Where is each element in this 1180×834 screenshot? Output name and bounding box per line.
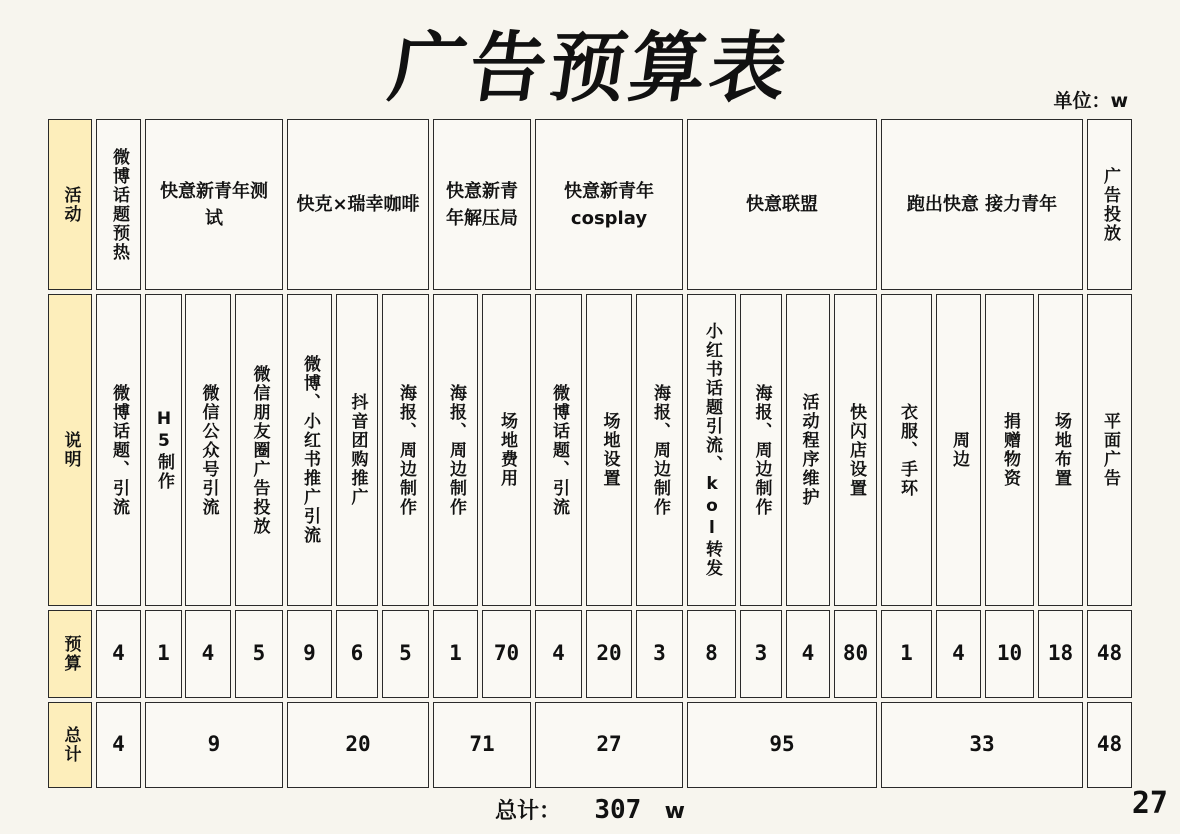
description-cell-text: 小红书话题引流、kol转发 bbox=[701, 322, 722, 578]
grand-total-label: 总计： bbox=[495, 799, 562, 824]
description-cell bbox=[235, 294, 283, 606]
row-label-budget bbox=[48, 610, 92, 698]
description-cell-text: 海报、周边制作 bbox=[445, 383, 466, 517]
budget-cell-text: 1 bbox=[449, 641, 462, 666]
budget-cell bbox=[985, 610, 1034, 698]
description-cell-text: 微博、小红书推广引流 bbox=[299, 355, 320, 545]
budget-cell-text: 8 bbox=[705, 641, 718, 666]
description-cell bbox=[433, 294, 478, 606]
budget-cell bbox=[1038, 610, 1083, 698]
description-cell-text: 海报、周边制作 bbox=[395, 383, 416, 517]
description-cell-text: 周边 bbox=[948, 431, 969, 469]
row-label-activity bbox=[48, 119, 92, 290]
grand-total-unit: w bbox=[664, 799, 685, 824]
row-label-activity-text: 活动 bbox=[60, 185, 81, 224]
budget-cell-text: 1 bbox=[157, 641, 170, 666]
budget-cell bbox=[1087, 610, 1132, 698]
budget-cell-text: 18 bbox=[1047, 641, 1074, 666]
row-label-total-text: 总计 bbox=[60, 726, 81, 764]
budget-cell-text: 4 bbox=[801, 641, 815, 666]
total-cell-text: 48 bbox=[1096, 732, 1123, 757]
total-cell bbox=[687, 702, 877, 788]
activity-header-text: 广告投放 bbox=[1099, 166, 1120, 243]
budget-cell bbox=[145, 610, 182, 698]
total-cell bbox=[881, 702, 1083, 788]
total-cell-text: 95 bbox=[769, 732, 795, 757]
description-cell-text: 抖音团购推广 bbox=[347, 393, 368, 507]
description-cell-text: 平面广告 bbox=[1099, 412, 1120, 488]
description-cell bbox=[881, 294, 932, 606]
activity-header-text: 跑出快意 接力青年 bbox=[906, 194, 1058, 215]
grand-total-value: 307 bbox=[594, 795, 642, 825]
total-cell-text: 9 bbox=[207, 732, 221, 757]
row-label-description bbox=[48, 294, 92, 606]
budget-cell bbox=[185, 610, 231, 698]
description-cell-text: 微博话题、引流 bbox=[108, 383, 129, 517]
description-cell bbox=[636, 294, 683, 606]
budget-cell-text: 9 bbox=[303, 641, 316, 666]
budget-cell bbox=[834, 610, 877, 698]
total-cell-text: 33 bbox=[969, 732, 995, 757]
description-cell bbox=[287, 294, 332, 606]
activity-header bbox=[1087, 119, 1132, 290]
activity-header-text: 快意新青年解压局 bbox=[446, 180, 518, 229]
description-cell bbox=[985, 294, 1034, 606]
description-cell bbox=[586, 294, 632, 606]
description-cell-text: 场地布置 bbox=[1050, 412, 1071, 488]
budget-cell-text: 80 bbox=[842, 641, 869, 666]
row-label-total bbox=[48, 702, 92, 788]
budget-cell bbox=[287, 610, 332, 698]
activity-header-text: 快意新青年cosplay bbox=[564, 180, 654, 229]
activity-header bbox=[535, 119, 683, 290]
budget-cell bbox=[881, 610, 932, 698]
description-cell bbox=[382, 294, 429, 606]
budget-cell-text: 4 bbox=[552, 641, 565, 666]
description-cell-text: H5制作 bbox=[153, 409, 174, 491]
budget-cell bbox=[535, 610, 582, 698]
budget-cell bbox=[586, 610, 632, 698]
description-cell-text: 海报、周边制作 bbox=[649, 383, 670, 517]
description-cell bbox=[740, 294, 782, 606]
description-cell bbox=[535, 294, 582, 606]
description-cell-text: 捐赠物资 bbox=[999, 412, 1020, 488]
activity-header bbox=[881, 119, 1083, 290]
total-cell-text: 27 bbox=[596, 732, 622, 757]
activity-header-text: 微博话题预热 bbox=[108, 147, 129, 262]
total-cell bbox=[96, 702, 141, 788]
description-cell bbox=[786, 294, 830, 606]
description-cell-text: 活动程序维护 bbox=[798, 393, 819, 507]
row-label-budget-text: 预算 bbox=[60, 635, 81, 673]
description-cell bbox=[834, 294, 877, 606]
budget-cell-text: 20 bbox=[596, 641, 622, 666]
grand-total bbox=[0, 794, 1180, 825]
activity-header bbox=[287, 119, 429, 290]
budget-cell-text: 5 bbox=[399, 641, 412, 666]
budget-cell-text: 6 bbox=[350, 641, 364, 666]
total-cell bbox=[535, 702, 683, 788]
budget-cell bbox=[433, 610, 478, 698]
budget-cell-text: 1 bbox=[900, 641, 913, 666]
total-cell-text: 71 bbox=[469, 732, 495, 757]
activity-header bbox=[433, 119, 531, 290]
total-cell-text: 4 bbox=[112, 732, 125, 757]
budget-cell bbox=[96, 610, 141, 698]
description-cell bbox=[336, 294, 378, 606]
budget-cell-text: 70 bbox=[493, 641, 520, 666]
description-cell-text: 微博话题、引流 bbox=[548, 383, 569, 517]
description-cell-text: 微信朋友圈广告投放 bbox=[249, 364, 270, 536]
budget-cell-text: 5 bbox=[252, 641, 266, 666]
description-cell-text: 场地费用 bbox=[496, 412, 517, 488]
budget-cell bbox=[382, 610, 429, 698]
budget-cell-text: 4 bbox=[201, 641, 215, 666]
budget-cell bbox=[336, 610, 378, 698]
page-number: 27 bbox=[1131, 786, 1168, 821]
description-cell bbox=[96, 294, 141, 606]
budget-cell-text: 10 bbox=[996, 641, 1023, 666]
description-cell-text: 快闪店设置 bbox=[845, 402, 866, 498]
description-cell bbox=[1087, 294, 1132, 606]
description-cell-text: 场地设置 bbox=[599, 412, 620, 488]
budget-cell-text: 48 bbox=[1096, 641, 1123, 666]
description-cell-text: 微信公众号引流 bbox=[198, 383, 219, 517]
budget-cell bbox=[687, 610, 736, 698]
budget-cell bbox=[235, 610, 283, 698]
budget-cell-text: 4 bbox=[952, 641, 965, 666]
activity-header bbox=[687, 119, 877, 290]
activity-header-text: 快克×瑞幸咖啡 bbox=[296, 194, 420, 215]
description-cell-text: 衣服、手环 bbox=[896, 402, 917, 498]
activity-header bbox=[96, 119, 141, 290]
description-cell bbox=[482, 294, 531, 606]
activity-header-text: 快意新青年测试 bbox=[160, 180, 268, 229]
budget-cell bbox=[482, 610, 531, 698]
total-cell bbox=[433, 702, 531, 788]
budget-cell bbox=[786, 610, 830, 698]
row-label-description-text: 说明 bbox=[60, 431, 81, 469]
budget-cell bbox=[740, 610, 782, 698]
description-cell bbox=[1038, 294, 1083, 606]
description-cell bbox=[185, 294, 231, 606]
budget-cell-text: 3 bbox=[653, 641, 666, 666]
budget-cell-text: 4 bbox=[112, 641, 125, 666]
activity-header-text: 快意联盟 bbox=[746, 194, 818, 215]
budget-cell-text: 3 bbox=[754, 641, 768, 666]
total-cell bbox=[1087, 702, 1132, 788]
description-cell bbox=[145, 294, 182, 606]
budget-cell bbox=[636, 610, 683, 698]
budget-cell bbox=[936, 610, 981, 698]
description-cell bbox=[936, 294, 981, 606]
total-cell-text: 20 bbox=[345, 732, 371, 757]
page-title: 广告预算表 bbox=[383, 23, 797, 112]
description-cell bbox=[687, 294, 736, 606]
unit-label: 单位：w bbox=[1053, 90, 1128, 112]
activity-header bbox=[145, 119, 283, 290]
total-cell bbox=[145, 702, 283, 788]
total-cell bbox=[287, 702, 429, 788]
description-cell-text: 海报、周边制作 bbox=[751, 383, 772, 517]
